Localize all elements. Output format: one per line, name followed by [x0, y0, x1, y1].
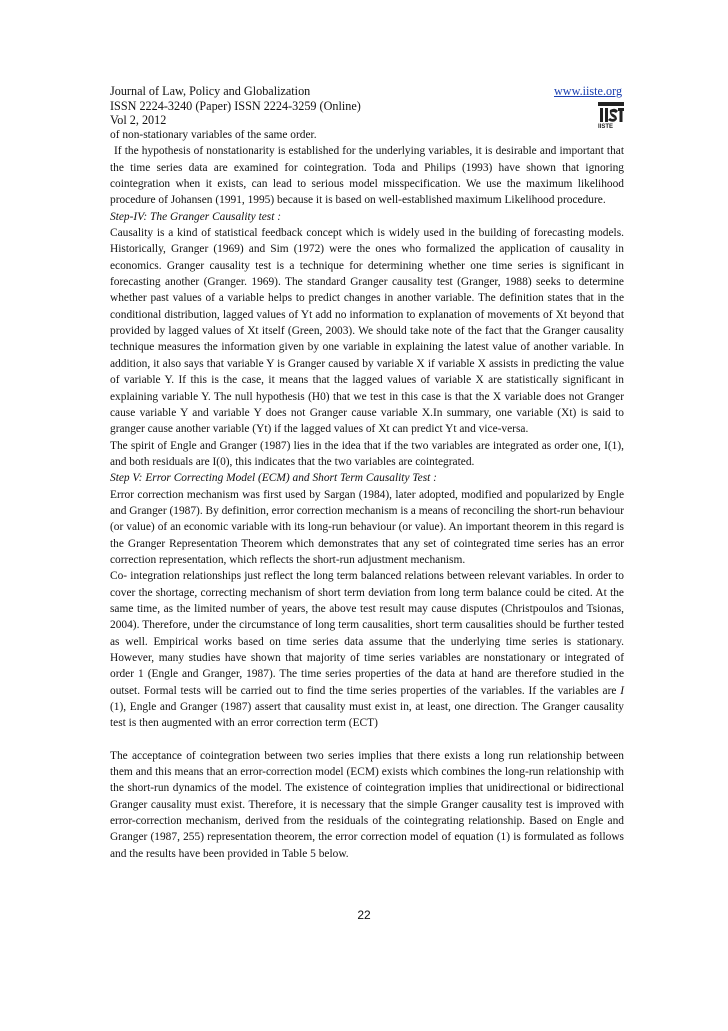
page-number: 22 — [357, 908, 371, 922]
paragraph: Error correction mechanism was first used by Sargan (1984), later adopted, modified and popularized by Engle and Granger (1987). By definition, error correction mechanism is a means of reconciling the short-run behaviour (or value) of an economic variable with its long-run behaviour (or value). An important theorem in this regard is the Granger Representation Theorem which demonstrates that any set of cointegrated time series has an error correction representation, which reflects the short-run adjustment mechanism. — [110, 488, 624, 566]
paragraph: If the hypothesis of nonstationarity is established for the underlying variables, it is desirable and important that the time series data are examined for cointegration. Toda and Philips (1993) have shown that ignoring cointegration when it exists, can lead to serious model misspecification. We use the maximum likelihood procedure of Johansen (1991, 1995) because it is based on well-established maximum Likelihood procedure. — [110, 145, 624, 207]
iiste-logo — [598, 102, 624, 128]
journal-url-link[interactable]: www.iiste.org — [554, 84, 623, 98]
paragraph: Causality is a kind of statistical feedback concept which is widely used in the building of forecasting models. Historically, Granger (1969) and Sim (1972) were the ones who formalized the application of causality in economics. Granger causality test is a technique for determining whether one time series is significant in forecasting another (Granger. 1969). The standard Granger causality test (Granger, 1988) seeks to determine whether past values of a variable helps to predict changes in another variable. The definition states that in the conditional distribution, lagged values of Yt add no information to explanation of movements of Xt beyond that provided by lagged values of Xt itself (Green, 2003). We should take note of the fact that the Granger causality technique measures the information given by one variable in explaining the latest value of another variable. In addition, it also says that variable Y is Granger caused by variable X if variable X assists in predicting the value of variable Y. If this is the case, it means that the lagged values of variable X are statistically significant in explaining variable Y. The null hypothesis (H0) that we test in this case is that the X variable does not Granger cause variable Y and variable Y does not Granger cause variable X.In summary, one variable (Xt) is said to granger cause another variable (Yt) if the lagged values of Xt can predict Yt and vice-versa. — [110, 227, 624, 436]
issn-line: ISSN 2224-3240 (Paper) ISSN 2224-3259 (Online) — [110, 98, 361, 113]
paragraph: The acceptance of cointegration between two series implies that there exists a long run relationship between them and this means that an error-correction model (ECM) exists which combines the long-run relationship with the short-run dynamics of the model. The existence of cointegration implies that unidirectional or bidirectional Granger causality must exist. Therefore, it is necessary that the simple Granger causality test is improved with error-correction mechanism, derived from the residuals of the cointegrating relationship. Based on Engle and Granger (1987, 255) representation theorem, the error correction model of equation (1) is formulated as follows and the results have been provided in Table 5 below. — [110, 749, 624, 860]
page-header — [110, 84, 624, 128]
volume-line: Vol 2, 2012 — [110, 113, 167, 127]
paragraph-text: (1), Engle and Granger (1987) assert that causality must exist in, at least, one direction. The Granger causality test is then augmented with an error correction term (ECT) — [110, 701, 624, 730]
paragraph-text: Co- integration relationships just reflect the long term balanced relations between relevant variables. In order to cover the shortage, correcting mechanism of short term deviation from long term balance could be cited. At the same time, as the limited number of years, the above test result may cause disputes (Christpoulos and Tsionas, 2004). Therefore, under the circumstance of long term causalities, short term causalities should be further tested as well. Empirical works based on time series data assume that the underlying time series is stationary. However, many studies have shown that majority of time series variables are nonstationary or integrated of order 1 (Engle and Granger, 1987). The time series properties of the data at hand are therefore studied in the outset. Formal tests will be carried out to find the time series properties of the variables. If the variables are — [110, 570, 624, 697]
section-heading: Step-IV: The Granger Causality test : — [110, 210, 282, 223]
logo-text: IISTE — [598, 124, 614, 128]
section-heading: Step V: Error Correcting Model (ECM) and Short Term Causality Test : — [110, 472, 437, 485]
journal-title: Journal of Law, Policy and Globalization — [110, 84, 311, 98]
italic-symbol: I — [620, 684, 624, 697]
paragraph — [110, 568, 624, 731]
article-body — [110, 127, 624, 862]
paragraph: The spirit of Engle and Granger (1987) lies in the idea that if the two variables are integrated as order one, I(1), and both residuals are I(0), this indicates that the two variables are cointegrated. — [110, 439, 624, 468]
paragraph: of non-stationary variables of the same order. — [110, 129, 317, 141]
